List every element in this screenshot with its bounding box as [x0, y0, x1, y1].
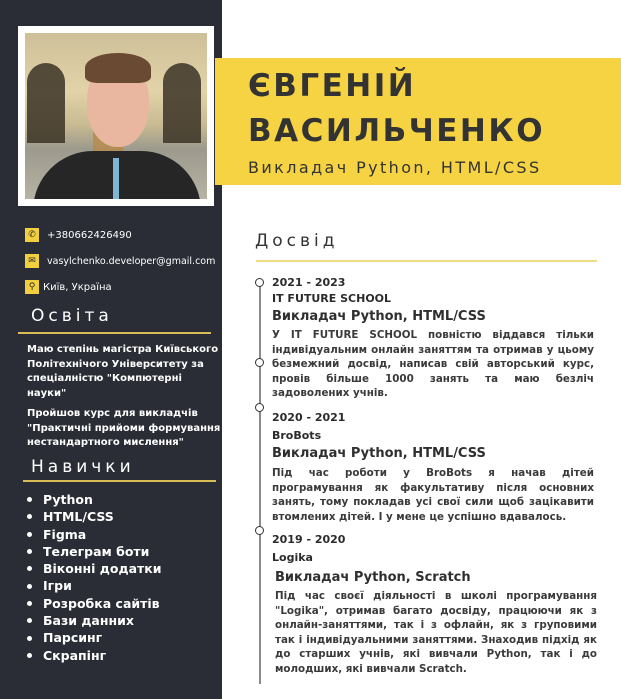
skill-item: Скрапінг — [27, 647, 162, 664]
bullet-icon — [27, 514, 32, 519]
experience-divider — [256, 260, 597, 262]
first-name: ЄВГЕНІЙ — [248, 68, 417, 104]
skills-divider — [23, 480, 216, 482]
profile-photo — [25, 33, 207, 199]
timeline-marker-icon — [255, 278, 264, 287]
timeline-marker-icon — [255, 358, 264, 367]
profile-photo-frame — [18, 26, 214, 206]
bullet-icon — [27, 584, 32, 589]
job-role: Викладач Python, HTML/CSS — [272, 446, 486, 461]
skill-item: Парсинг — [27, 629, 162, 646]
skill-item: Телеграм боти — [27, 543, 162, 560]
skill-item: Бази данних — [27, 612, 162, 629]
location-text: Київ, Україна — [43, 281, 112, 293]
location-pin-icon: ⚲ — [25, 280, 39, 294]
skill-item: Figma — [27, 526, 162, 543]
education-item: Маю степінь магістра Київського Політехнічого Університету за спеціалністю "Компютерні науки" — [27, 344, 219, 399]
timeline-line — [259, 286, 261, 684]
job-company: Logika — [272, 551, 313, 564]
skill-item: Python — [27, 491, 162, 508]
job-title: Викладач Python, HTML/CSS — [248, 158, 542, 177]
contact-location — [25, 280, 112, 294]
job-role: Викладач Python, HTML/CSS — [272, 309, 486, 324]
job-dates: 2021 - 2023 — [272, 276, 346, 289]
contact-phone[interactable] — [25, 228, 132, 242]
job-company: IT FUTURE SCHOOL — [272, 292, 392, 305]
mail-icon: ✉ — [25, 254, 39, 268]
job-dates: 2019 - 2020 — [272, 533, 346, 546]
bullet-icon — [27, 566, 32, 571]
bullet-icon — [27, 601, 32, 606]
email-address[interactable]: vasylchenko.developer@gmail.com — [47, 255, 216, 267]
bullet-icon — [27, 636, 32, 641]
skill-item: Віконні додатки — [27, 560, 162, 577]
skill-item: Ігри — [27, 577, 162, 594]
job-description: Під час своєї діяльності в школі програмування "Logika", отримав багато досвіду, працюючи як з онлайн-заняттями, так і з офлайн, як з груповими так і індивідуальними заняттями. Знаходив підхід як до старших учнів, які вивчали Python, так і до молодших, які вивчали Scratch. — [275, 590, 597, 675]
bullet-icon — [27, 497, 32, 502]
job-company: BroBots — [272, 429, 322, 442]
job-description: У IT FUTURE SCHOOL повністю віддався тільки індивідуальним онлайн заняттям та отримав у цьому безмежний досвід, написав свій авторський курс, провів більше 1000 занять та маю безліч задоволених учнів. — [272, 329, 594, 400]
bullet-icon — [27, 549, 32, 554]
timeline-marker-icon — [255, 403, 264, 412]
bullet-icon — [27, 532, 32, 537]
phone-number[interactable]: +380662426490 — [47, 229, 132, 241]
contact-email[interactable] — [25, 254, 215, 268]
job-role: Викладач Python, Scratch — [275, 570, 471, 585]
job-dates: 2020 - 2021 — [272, 411, 346, 424]
job-description: Під час роботи у BroBots я начав дітей програмування як факультативу після основних занять, тому покладав усі свої сили щоб зацікавити втомлених дітей. І у мене це успішно вдавалось. — [272, 467, 594, 523]
bullet-icon — [27, 653, 32, 658]
skills-list — [27, 491, 162, 664]
phone-icon: ✆ — [25, 228, 39, 242]
skill-item: HTML/CSS — [27, 508, 162, 525]
last-name: ВАСИЛЬЧЕНКО — [248, 113, 546, 149]
skill-item: Розробка сайтів — [27, 595, 162, 612]
sidebar — [0, 0, 222, 699]
education-divider — [18, 332, 211, 334]
timeline-marker-icon — [255, 526, 264, 535]
education-item: Пройшов курс для викладчів "Практичні прийоми формування нестандартного мислення" — [27, 408, 221, 448]
experience-heading: Досвід — [255, 231, 339, 251]
skills-heading: Навички — [31, 457, 135, 477]
bullet-icon — [27, 618, 32, 623]
education-heading: Освіта — [31, 306, 113, 326]
